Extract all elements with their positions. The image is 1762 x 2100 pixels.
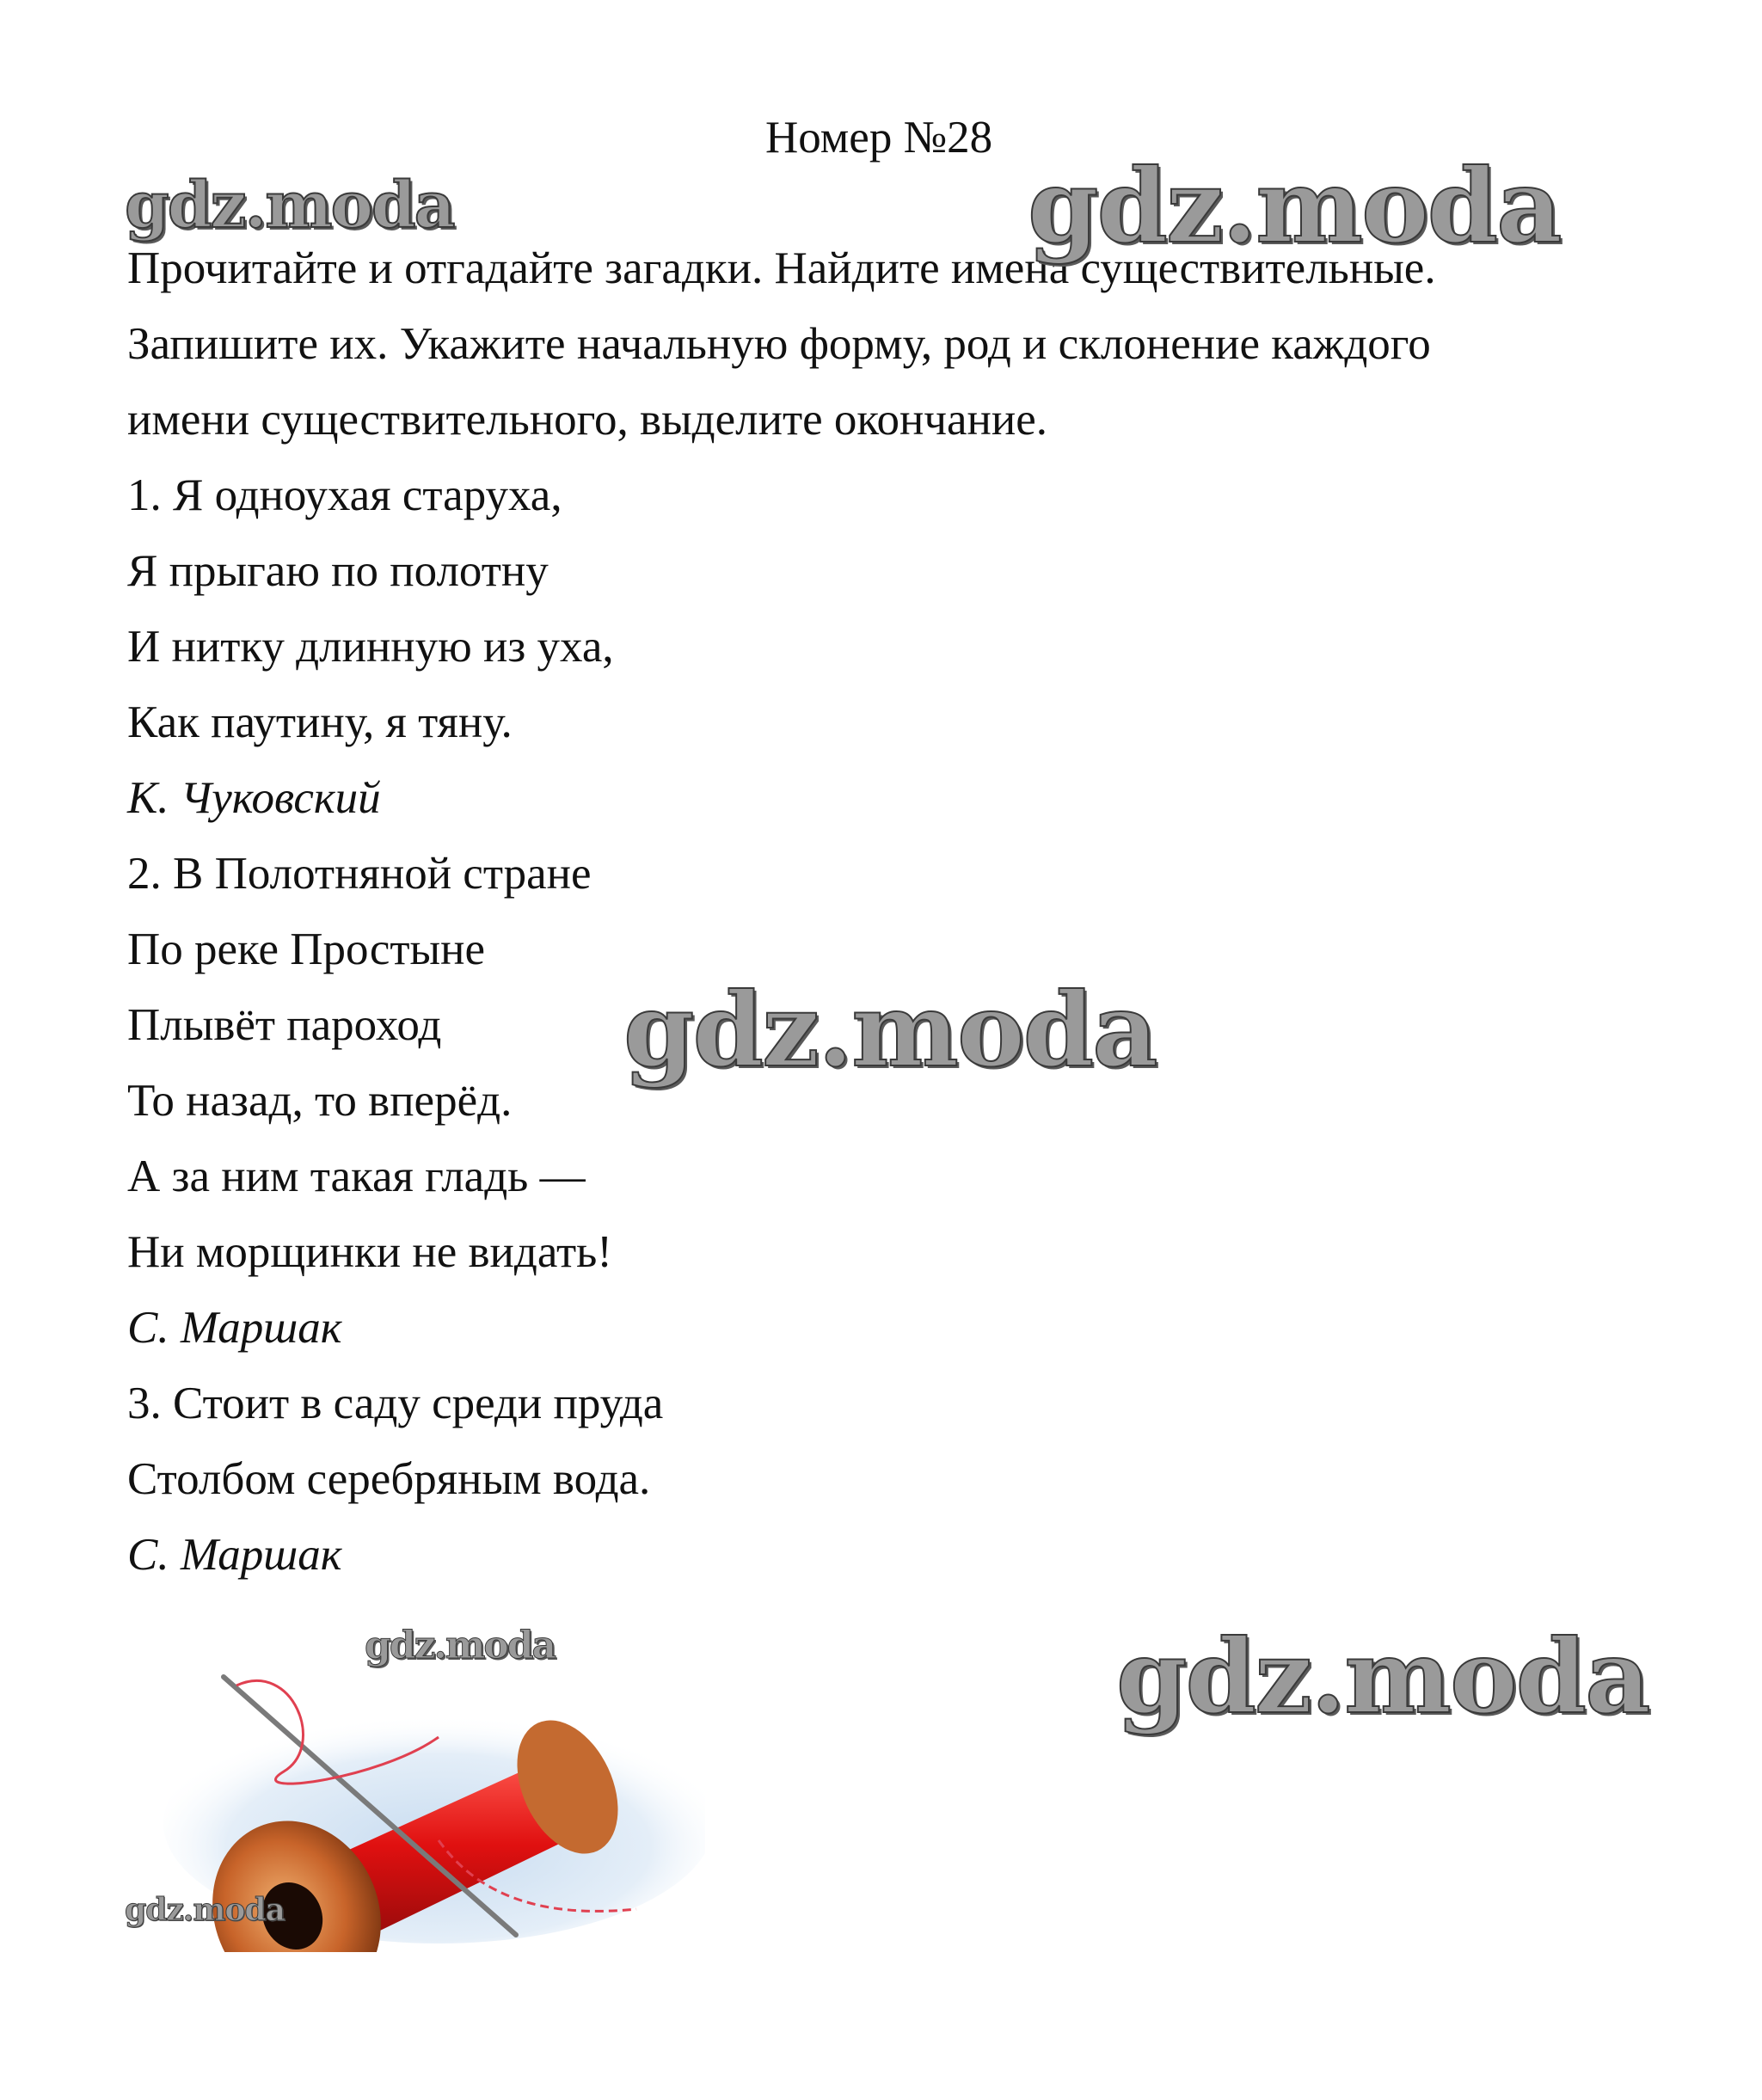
task-line: Запишите их. Укажите начальную форму, род и склонение каждого	[127, 319, 1431, 369]
watermark: gdz.moda	[1116, 1617, 1649, 1736]
watermark: gdz.moda	[125, 1892, 285, 1928]
page-title: Номер №28	[765, 113, 993, 163]
watermark: gdz.moda	[1028, 146, 1561, 266]
riddle-1-line: И нитку длинную из уха,	[127, 622, 614, 672]
riddle-2-line: А за ним такая гладь —	[127, 1151, 586, 1201]
riddle-2-line: 2. В Полотняной стране	[127, 849, 592, 899]
watermark: gdz.moda	[365, 1624, 556, 1667]
riddle-2-line: Плывёт пароход	[127, 1000, 442, 1050]
watermark: gdz.moda	[125, 169, 454, 243]
riddle-1-line: Я прыгаю по полотну	[127, 546, 549, 596]
riddle-1-line: 1. Я одноухая старуха,	[127, 470, 562, 520]
task-body	[127, 230, 1692, 1593]
task-line: Прочитайте и отгадайте загадки. Найдите имена существительные.	[127, 243, 1436, 293]
task-line: имени существительного, выделите окончание.	[127, 395, 1048, 445]
watermark: gdz.moda	[623, 970, 1157, 1090]
riddle-2-line: Ни морщинки не видать!	[127, 1227, 612, 1277]
riddle-2-line: То назад, то вперёд.	[127, 1076, 513, 1126]
riddle-1-author: К. Чуковский	[127, 773, 381, 823]
riddle-1-line: Как паутину, я тяну.	[127, 697, 513, 747]
riddle-3-line: Столбом серебряным вода.	[127, 1454, 651, 1504]
riddle-2-line: По реке Простыне	[127, 924, 486, 974]
riddle-3-author: С. Маршак	[127, 1530, 342, 1580]
riddle-2-author: С. Маршак	[127, 1303, 342, 1353]
riddle-3-line: 3. Стоит в саду среди пруда	[127, 1379, 664, 1428]
